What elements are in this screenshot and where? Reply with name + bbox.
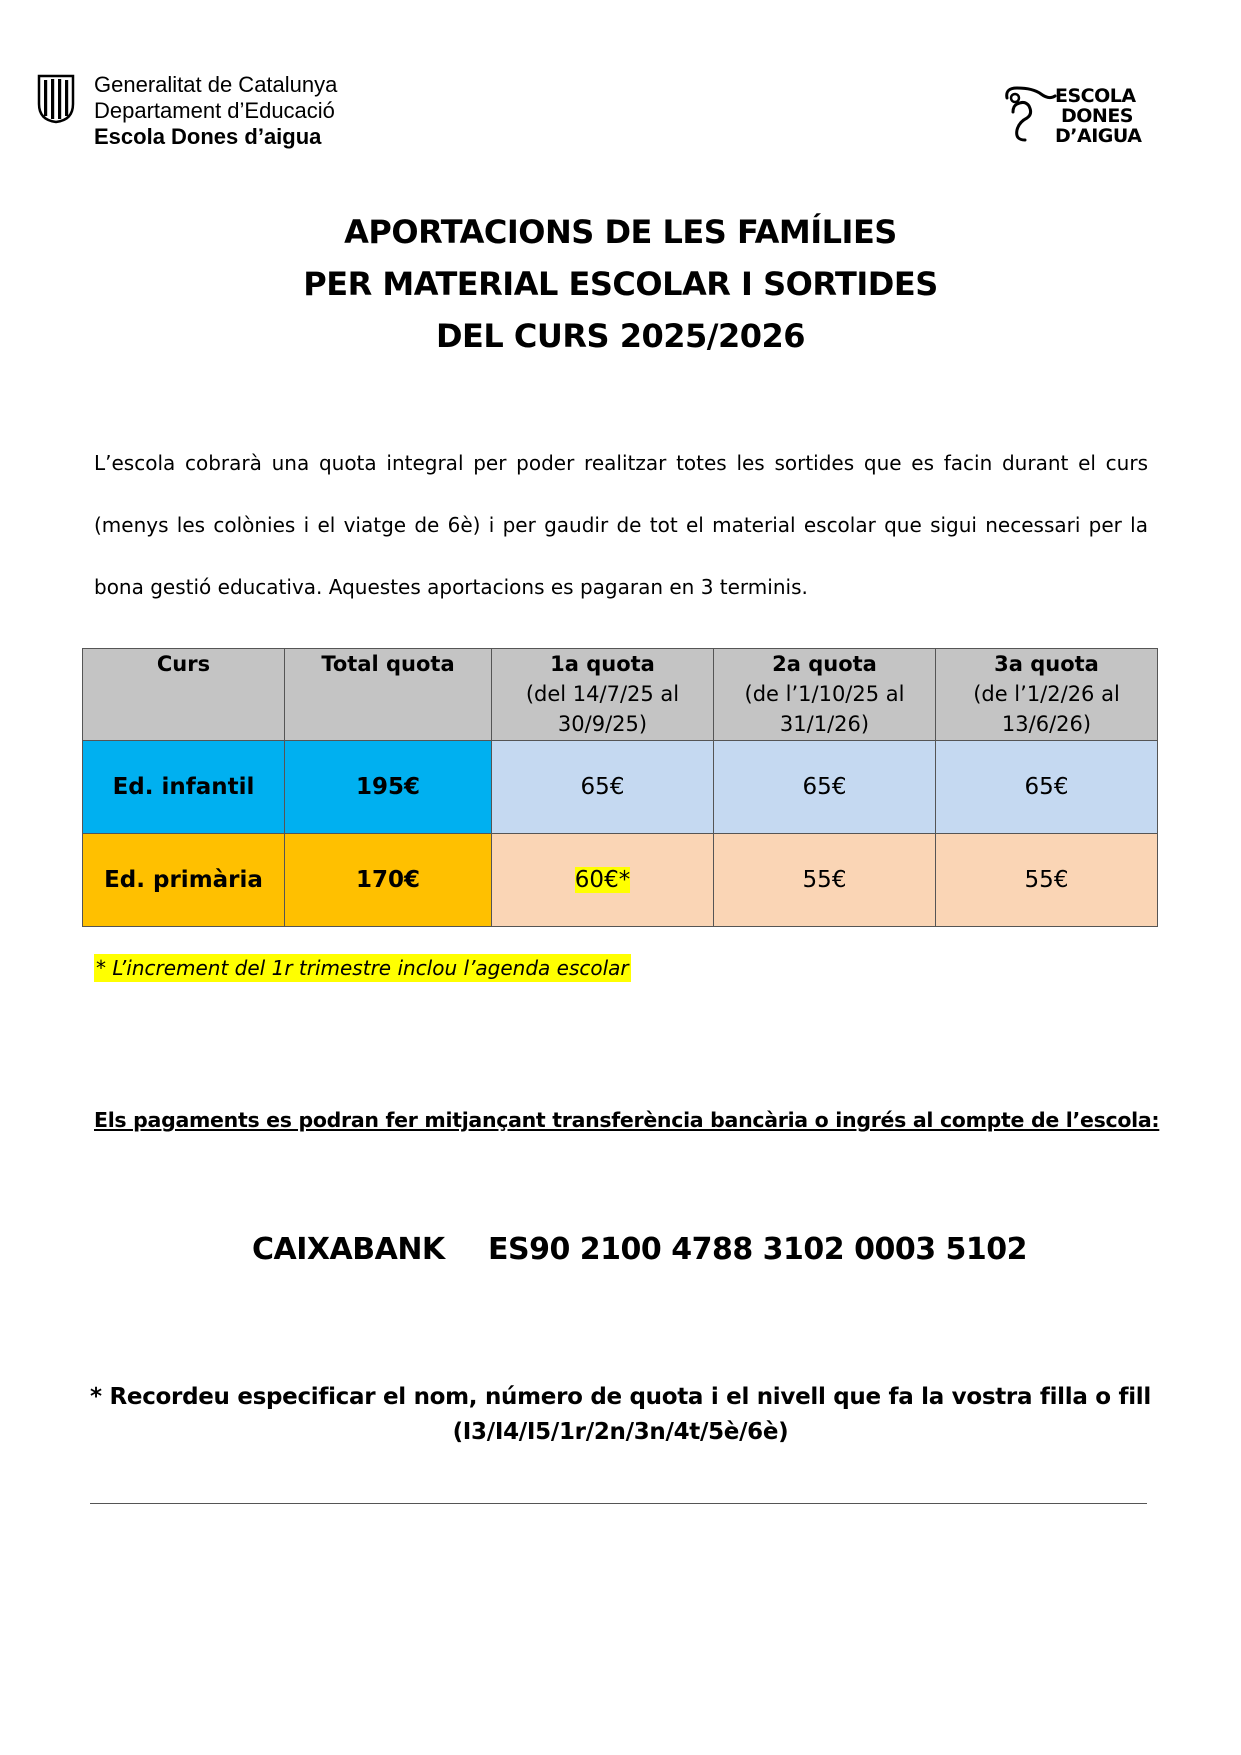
title-line1: APORTACIONS DE LES FAMÍLIES bbox=[344, 213, 897, 251]
header-institution bbox=[94, 72, 337, 150]
reminder-note bbox=[0, 1380, 1241, 1450]
school-logo-line3: D’AIGUA bbox=[1055, 125, 1142, 147]
header-q2 bbox=[714, 649, 936, 741]
header-curs bbox=[83, 649, 285, 741]
bank-name: CAIXABANK bbox=[252, 1232, 445, 1267]
header-q3 bbox=[936, 649, 1158, 741]
header-q1-dates-end: 30/9/25) bbox=[557, 712, 648, 736]
header-q1-label: 1a quota bbox=[550, 652, 655, 676]
infantil-total: 195€ bbox=[285, 741, 492, 834]
header-total-label: Total quota bbox=[321, 652, 455, 676]
primaria-q1-value: 60€* bbox=[574, 867, 631, 893]
header-curs-label: Curs bbox=[156, 652, 211, 676]
generalitat-logo-icon bbox=[36, 74, 76, 124]
school-logo bbox=[1003, 84, 1143, 152]
header-q2-label: 2a quota bbox=[772, 652, 877, 676]
infantil-q3: 65€ bbox=[936, 741, 1158, 834]
header-q3-label: 3a quota bbox=[994, 652, 1099, 676]
bank-iban: ES90 2100 4788 3102 0003 5102 bbox=[488, 1232, 1028, 1267]
infantil-q1: 65€ bbox=[492, 741, 714, 834]
title-line2: PER MATERIAL ESCOLAR I SORTIDES bbox=[303, 265, 938, 303]
page-title bbox=[0, 206, 1241, 362]
header-q1 bbox=[492, 649, 714, 741]
table-header-row bbox=[83, 649, 1158, 741]
water-drop-icon bbox=[1003, 84, 1059, 150]
header-q1-dates-start: (del 14/7/25 al bbox=[525, 682, 680, 706]
reminder-line2: (I3/I4/I5/1r/2n/3n/4t/5è/6è) bbox=[452, 1419, 789, 1445]
header-q3-dates-start: (de l’1/2/26 al bbox=[973, 682, 1120, 706]
school-logo-line1: ESCOLA bbox=[1055, 85, 1136, 107]
bottom-divider bbox=[90, 1503, 1147, 1504]
header-q3-dates-end: 13/6/26) bbox=[1001, 712, 1092, 736]
header-q2-dates-start: (de l’1/10/25 al bbox=[744, 682, 905, 706]
fees-table bbox=[82, 648, 1158, 927]
header-total bbox=[285, 649, 492, 741]
header-school-name: Escola Dones d’aigua bbox=[94, 124, 322, 149]
header-generalitat: Generalitat de Catalunya bbox=[94, 72, 338, 97]
reminder-line1: * Recordeu especificar el nom, número de quota i el nivell que fa la vostra filla o fill bbox=[90, 1384, 1151, 1410]
school-logo-line2: DONES bbox=[1061, 105, 1133, 127]
bank-details bbox=[252, 1232, 1027, 1267]
intro-paragraph: L’escola cobrarà una quota integral per poder realitzar totes les sortides que es facin durant el curs (menys les colònies i el viatge de 6è) i per gaudir de tot el material escolar que sigui necessari per la bona gestió educativa. Aquestes aportacions es pagaran en 3 terminis. bbox=[94, 451, 1148, 599]
primaria-q1 bbox=[492, 834, 714, 927]
infantil-q2: 65€ bbox=[714, 741, 936, 834]
header-q2-dates-end: 31/1/26) bbox=[779, 712, 870, 736]
table-row-primaria bbox=[83, 834, 1158, 927]
header-department: Departament d’Educació bbox=[94, 98, 335, 123]
primaria-q3: 55€ bbox=[936, 834, 1158, 927]
table-row-infantil bbox=[83, 741, 1158, 834]
payments-notice: Els pagaments es podran fer mitjançant transferència bancària o ingrés al compte de l’escola: bbox=[94, 1108, 1160, 1132]
primaria-total: 170€ bbox=[285, 834, 492, 927]
table-footnote: * L’increment del 1r trimestre inclou l’agenda escolar bbox=[96, 956, 629, 980]
primaria-label: Ed. primària bbox=[83, 834, 285, 927]
title-line3: DEL CURS 2025/2026 bbox=[435, 317, 806, 355]
primaria-q2: 55€ bbox=[714, 834, 936, 927]
infantil-label: Ed. infantil bbox=[83, 741, 285, 834]
